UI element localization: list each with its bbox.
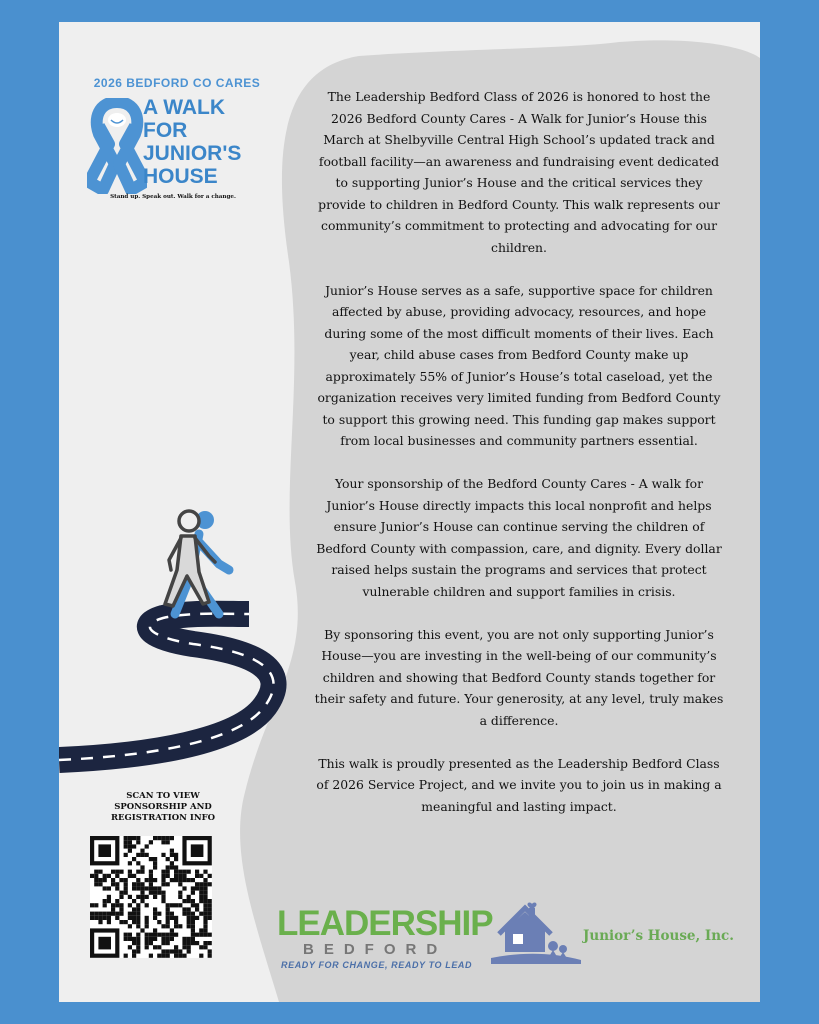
paragraph-intro: The Leadership Bedford Class of 2026 is honored to host the 2026 Bedford County Cares - A Walk for Junior’s House this March at Shelbyville Central High School’s updated track and football facility—an awareness and fundraising event dedicated to supporting Junior’s House and the critical services they provide to children in Bedford County. This walk represents our community’s commitment to protecting and advocating for our children. [318, 89, 720, 255]
logo-title-line: FOR [143, 119, 188, 142]
juniors-house-icon [491, 902, 581, 966]
qr-caption-line: REGISTRATION INFO [110, 813, 216, 823]
walking-road-illustration [59, 474, 289, 794]
qr-caption-line: SPONSORSHIP AND [114, 802, 212, 812]
logo-title [143, 96, 273, 188]
leadership-bedford-logo [277, 906, 497, 972]
flyer-body [314, 86, 724, 839]
paragraph-impact: By sponsoring this event, you are not only supporting Junior’s House—you are investing in the well-being of our community’s children and showing that Bedford County stands together for their safety and future. Your generosity, at any level, truly makes a difference. [314, 626, 724, 728]
juniors-house-name: Junior’s House, Inc. [583, 928, 734, 944]
paragraph-closing: This walk is proudly presented as the Leadership Bedford Class of 2026 Service Project, and we invite you to join us in making a meaningful and lasting impact. [316, 755, 722, 814]
qr-caption [83, 791, 243, 824]
logo-title-line: HOUSE [143, 165, 218, 188]
qr-caption-line: SCAN TO VIEW [126, 791, 200, 801]
flyer-page [59, 22, 760, 1002]
logo-title-line: JUNIOR'S [143, 142, 242, 165]
logo-tagline: Stand up. Speak out. Walk for a change. [110, 194, 236, 200]
leadership-tagline: READY FOR CHANGE, READY TO LEAD [281, 960, 473, 970]
leadership-wordmark: LEADERSHIP [277, 904, 493, 943]
logo-event-name: 2026 BEDFORD CO CARES [93, 76, 261, 90]
qr-code[interactable] [90, 836, 212, 958]
awareness-ribbon-icon [87, 98, 147, 194]
paragraph-sponsorship: Your sponsorship of the Bedford County Cares - A walk for Junior’s House directly impacts this local nonprofit and helps ensure Junior’s House can continue serving the children of Bedford County with compassion, care, and dignity. Every dollar raised helps sustain the programs and services that protect vulnerable children and support families in crisis. [316, 476, 722, 599]
paragraph-about: Junior’s House serves as a safe, supportive space for children affected by abuse, providing advocacy, resources, and hope during some of the most difficult moments of their lives. Each year, child abuse cases from Bedford County make up approximately 55% of Junior’s House’s total caseload, yet the organization receives very limited funding from Bedford County to support this growing need. This funding gap makes support from local businesses and community partners essential. [317, 282, 721, 448]
leadership-bedford-text: BEDFORD [303, 941, 448, 958]
logo-title-line: A WALK [143, 96, 226, 119]
